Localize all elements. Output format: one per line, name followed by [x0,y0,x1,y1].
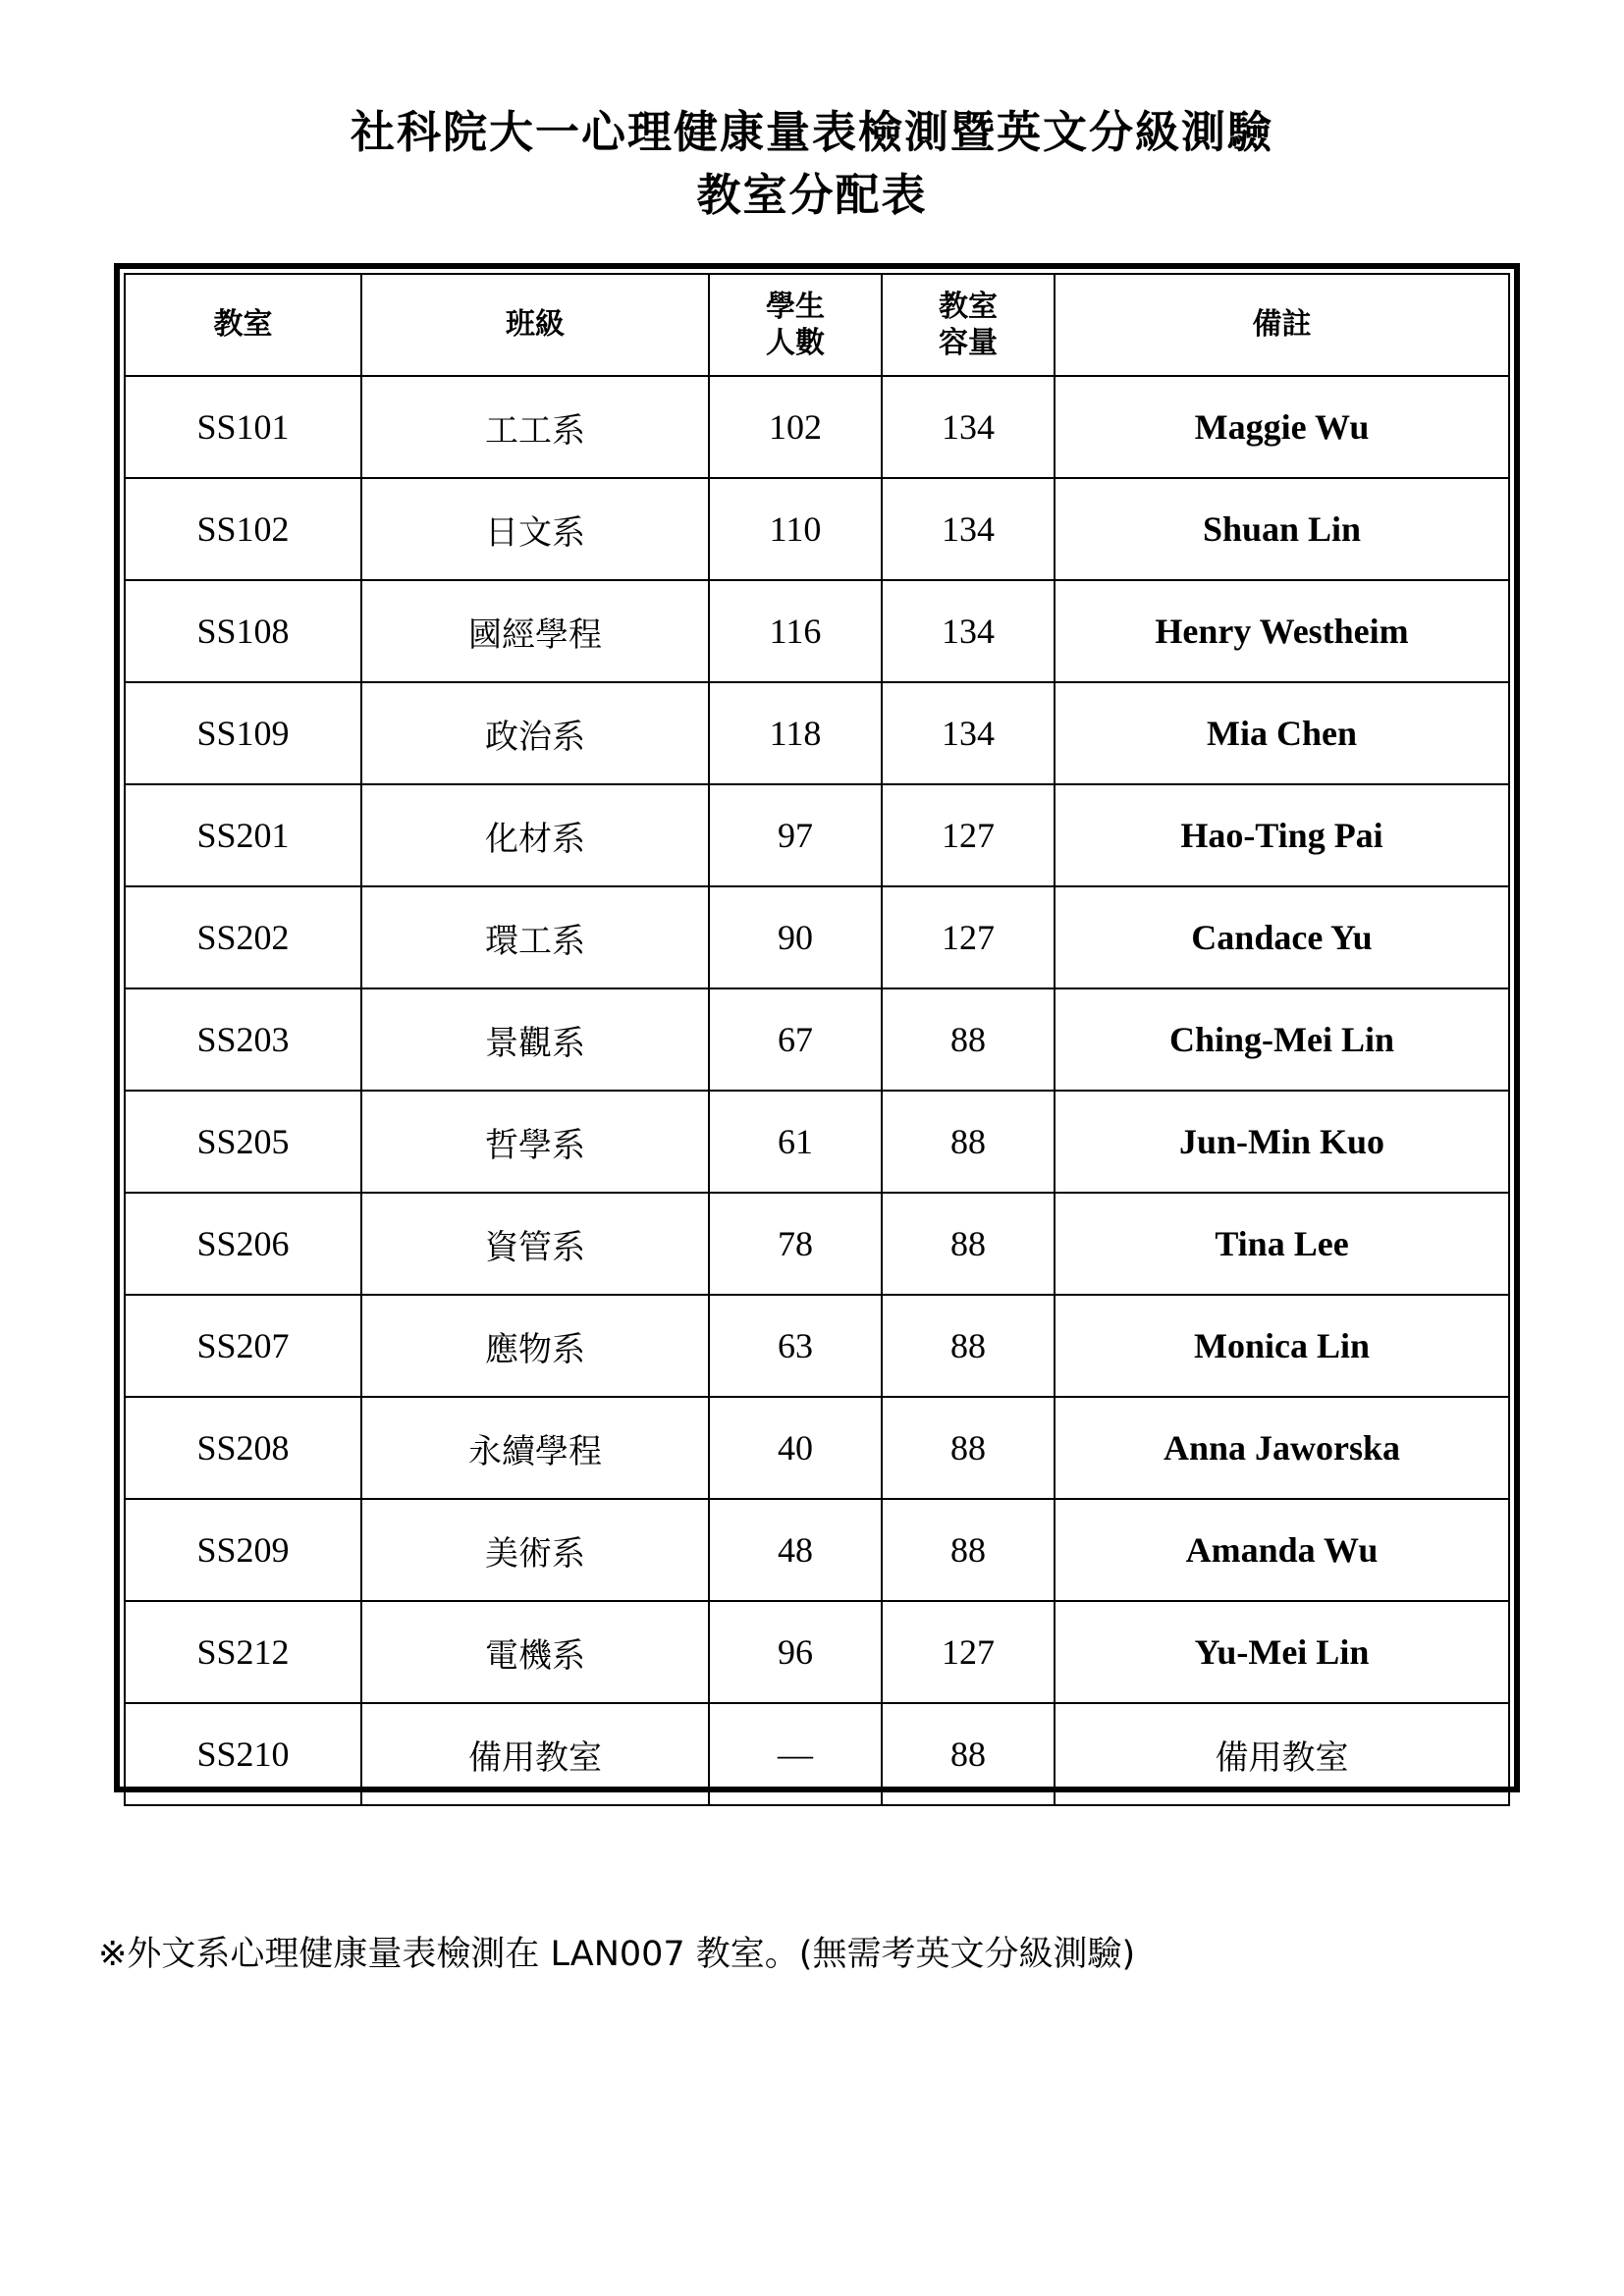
header-capacity-line2: 容量 [939,326,998,360]
note-cell: 備用教室 [1055,1703,1509,1805]
room-cell: SS102 [125,478,361,580]
table-row [125,478,1509,580]
room-cell: SS208 [125,1397,361,1499]
room-cell: SS212 [125,1601,361,1703]
note-cell: Shuan Lin [1055,478,1509,580]
class-cell: 化材系 [361,784,709,886]
room-cell: SS109 [125,682,361,784]
note-cell: Tina Lee [1055,1193,1509,1295]
capacity-cell: 88 [882,988,1055,1091]
document-subtitle: 教室分配表 [696,169,928,221]
note-cell: Monica Lin [1055,1295,1509,1397]
capacity-cell: 134 [882,580,1055,682]
header-class: 班級 [361,274,709,376]
class-cell: 永續學程 [361,1397,709,1499]
room-cell: SS206 [125,1193,361,1295]
class-cell: 美術系 [361,1499,709,1601]
table-row [125,682,1509,784]
note-cell: Henry Westheim [1055,580,1509,682]
capacity-cell: 88 [882,1295,1055,1397]
class-cell: 國經學程 [361,580,709,682]
capacity-cell: 88 [882,1091,1055,1193]
footnote: ※外文系心理健康量表檢測在 LAN007 教室。(無需考英文分級測驗) [98,1935,1136,1974]
students-cell: 116 [709,580,882,682]
capacity-cell: 134 [882,478,1055,580]
table-row [125,1703,1509,1805]
room-cell: SS203 [125,988,361,1091]
capacity-cell: 88 [882,1193,1055,1295]
capacity-cell: 134 [882,376,1055,478]
capacity-cell: 134 [882,682,1055,784]
room-cell: SS209 [125,1499,361,1601]
class-cell: 電機系 [361,1601,709,1703]
capacity-cell: 88 [882,1397,1055,1499]
class-cell: 景觀系 [361,988,709,1091]
table-row [125,1091,1509,1193]
note-cell: Mia Chen [1055,682,1509,784]
note-cell: Jun-Min Kuo [1055,1091,1509,1193]
classroom-allocation-table [124,273,1510,1806]
note-cell: Candace Yu [1055,886,1509,988]
room-cell: SS101 [125,376,361,478]
note-cell: Anna Jaworska [1055,1397,1509,1499]
room-cell: SS202 [125,886,361,988]
note-cell: Maggie Wu [1055,376,1509,478]
class-cell: 環工系 [361,886,709,988]
students-cell: 118 [709,682,882,784]
students-cell: 63 [709,1295,882,1397]
table-row [125,1295,1509,1397]
students-cell: 90 [709,886,882,988]
note-cell: Amanda Wu [1055,1499,1509,1601]
table-row [125,886,1509,988]
capacity-cell: 88 [882,1703,1055,1805]
students-cell: 78 [709,1193,882,1295]
header-capacity [882,274,1055,376]
table-row [125,1193,1509,1295]
class-cell: 備用教室 [361,1703,709,1805]
document-title: 社科院大一心理健康量表檢測暨英文分級測驗 [350,106,1273,158]
capacity-cell: 127 [882,1601,1055,1703]
table-row [125,376,1509,478]
room-cell: SS207 [125,1295,361,1397]
table-row [125,580,1509,682]
students-cell: 110 [709,478,882,580]
note-cell: Ching-Mei Lin [1055,988,1509,1091]
students-cell: — [709,1703,882,1805]
allocation-table-frame [114,263,1520,1792]
table-row [125,1397,1509,1499]
class-cell: 資管系 [361,1193,709,1295]
header-capacity-line1: 教室 [939,289,998,324]
capacity-cell: 127 [882,886,1055,988]
room-cell: SS210 [125,1703,361,1805]
students-cell: 96 [709,1601,882,1703]
table-row [125,1601,1509,1703]
capacity-cell: 127 [882,784,1055,886]
header-students-line2: 人數 [766,326,825,360]
students-cell: 102 [709,376,882,478]
capacity-cell: 88 [882,1499,1055,1601]
table-row [125,784,1509,886]
header-note: 備註 [1055,274,1509,376]
students-cell: 67 [709,988,882,1091]
room-cell: SS201 [125,784,361,886]
class-cell: 工工系 [361,376,709,478]
class-cell: 日文系 [361,478,709,580]
room-cell: SS108 [125,580,361,682]
header-students [709,274,882,376]
class-cell: 哲學系 [361,1091,709,1193]
class-cell: 應物系 [361,1295,709,1397]
table-row [125,1499,1509,1601]
students-cell: 48 [709,1499,882,1601]
table-row [125,988,1509,1091]
students-cell: 40 [709,1397,882,1499]
header-students-line1: 學生 [766,289,825,324]
table-header-row [125,274,1509,376]
class-cell: 政治系 [361,682,709,784]
note-cell: Yu-Mei Lin [1055,1601,1509,1703]
header-room: 教室 [125,274,361,376]
room-cell: SS205 [125,1091,361,1193]
students-cell: 97 [709,784,882,886]
note-cell: Hao-Ting Pai [1055,784,1509,886]
students-cell: 61 [709,1091,882,1193]
